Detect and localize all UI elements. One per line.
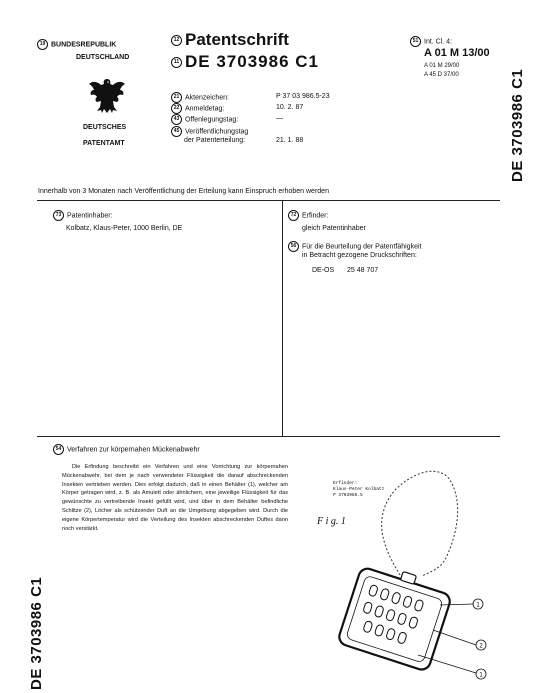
field-publication-date-value: — [276,115,283,122]
figure-ref-3: 1 [479,672,483,679]
doc-type: 12 Patentschrift [171,30,289,50]
prior-art-label2: in Betracht gezogene Druckschriften: [302,252,417,259]
figure-stamp: Erfinder: Klaus-Peter Kolbatz P 3703986.5 [333,481,385,498]
country-line1: 19 BUNDESREPUBLIK [37,39,116,50]
side-doc-number-bottom: DE 3703986 C1 [28,576,45,690]
figure-label: F i g. 1 [317,516,346,527]
field-grant-date-label: 45 Veröffentlichungstag [171,126,248,137]
field-application-number-label: 21 Aktenzeichen: [171,92,229,103]
office-line1: DEUTSCHES [83,124,127,131]
divider-middle [282,200,283,436]
intcl-sub2: A 45 D 37/00 [424,72,459,78]
figure-ref-2: 2 [479,643,483,650]
country-line2: DEUTSCHLAND [76,54,130,61]
field-number-badge: 12 [171,35,182,46]
prior-art-ref-type: DE-OS [312,267,335,274]
field-number-badge: 11 [171,57,182,68]
field-number-badge: 51 [410,36,421,47]
office-line2: PATENTAMT [83,140,125,147]
intcl-label: 51 Int. Cl. 4: [410,36,452,47]
container-device [337,559,455,672]
doc-number: 11 DE 3703986 C1 [171,52,319,72]
field-filing-date-value: 10. 2. 87 [276,104,304,111]
prior-art-label: 56 Für die Beurteilung der Patentfähigkeit [288,241,421,252]
field-grant-date-label2: der Patenterteilung: [184,137,246,144]
federal-eagle-icon [87,75,127,119]
owner-label: 73 Patentinhaber: [53,210,113,221]
inventor-label: 72 Erfinder: [288,210,328,221]
figure-ref-1: 1 [476,602,480,609]
patent-title: 54 Verfahren zur körpernahen Mückenabwehr [53,444,200,455]
field-number-badge: 19 [37,39,48,50]
intcl-sub1: A 01 M 29/00 [424,63,460,69]
field-publication-date-label: 43 Offenlegungstag: [171,114,238,125]
intcl-main: A 01 M 13/00 [424,47,490,59]
divider-top [37,200,500,201]
abstract-text: Die Erfindung beschreibt ein Verfahren und eine Vorrichtung zur körpernahen Mückenabwehr, bei dem je nach verwendeter Flüssigkeit die darauf abschreckenden Insekten vertrieben werden. Dies erfolgt dadurch, daß in einen Behälter (1), welcher am Körper getragen wird, z. B. als Amulett oder ähnlichem, eine jeweilige Flüssigkeit für das gewünschte zu vertreibende Insekt gefüllt wird, und über in dem Behälter befindliche Schlitze (2), Löcher als schützender Duft an die Umgebung abgegeben wird. Durch die eigene Körpertemperatur wird die Verteilung des Insekten abschreckenden Duftes dann noch verstärkt. [62,464,288,532]
inventor-value: gleich Patentinhaber [302,225,366,232]
field-grant-date-value: 21. 1. 88 [276,137,304,144]
field-filing-date-label: 22 Anmeldetag: [171,103,224,114]
figure-drawing [290,460,510,690]
owner-value: Kolbatz, Klaus-Peter, 1000 Berlin, DE [66,225,183,232]
prior-art-ref-number: 25 48 707 [347,267,379,274]
objection-notice: Innerhalb von 3 Monaten nach Veröffentlichung der Erteilung kann Einspruch erhoben werden [38,188,329,195]
divider-bottom [37,436,500,437]
side-doc-number-top: DE 3703986 C1 [509,68,526,182]
field-application-number-value: P 37 03 986.5-23 [276,93,330,100]
